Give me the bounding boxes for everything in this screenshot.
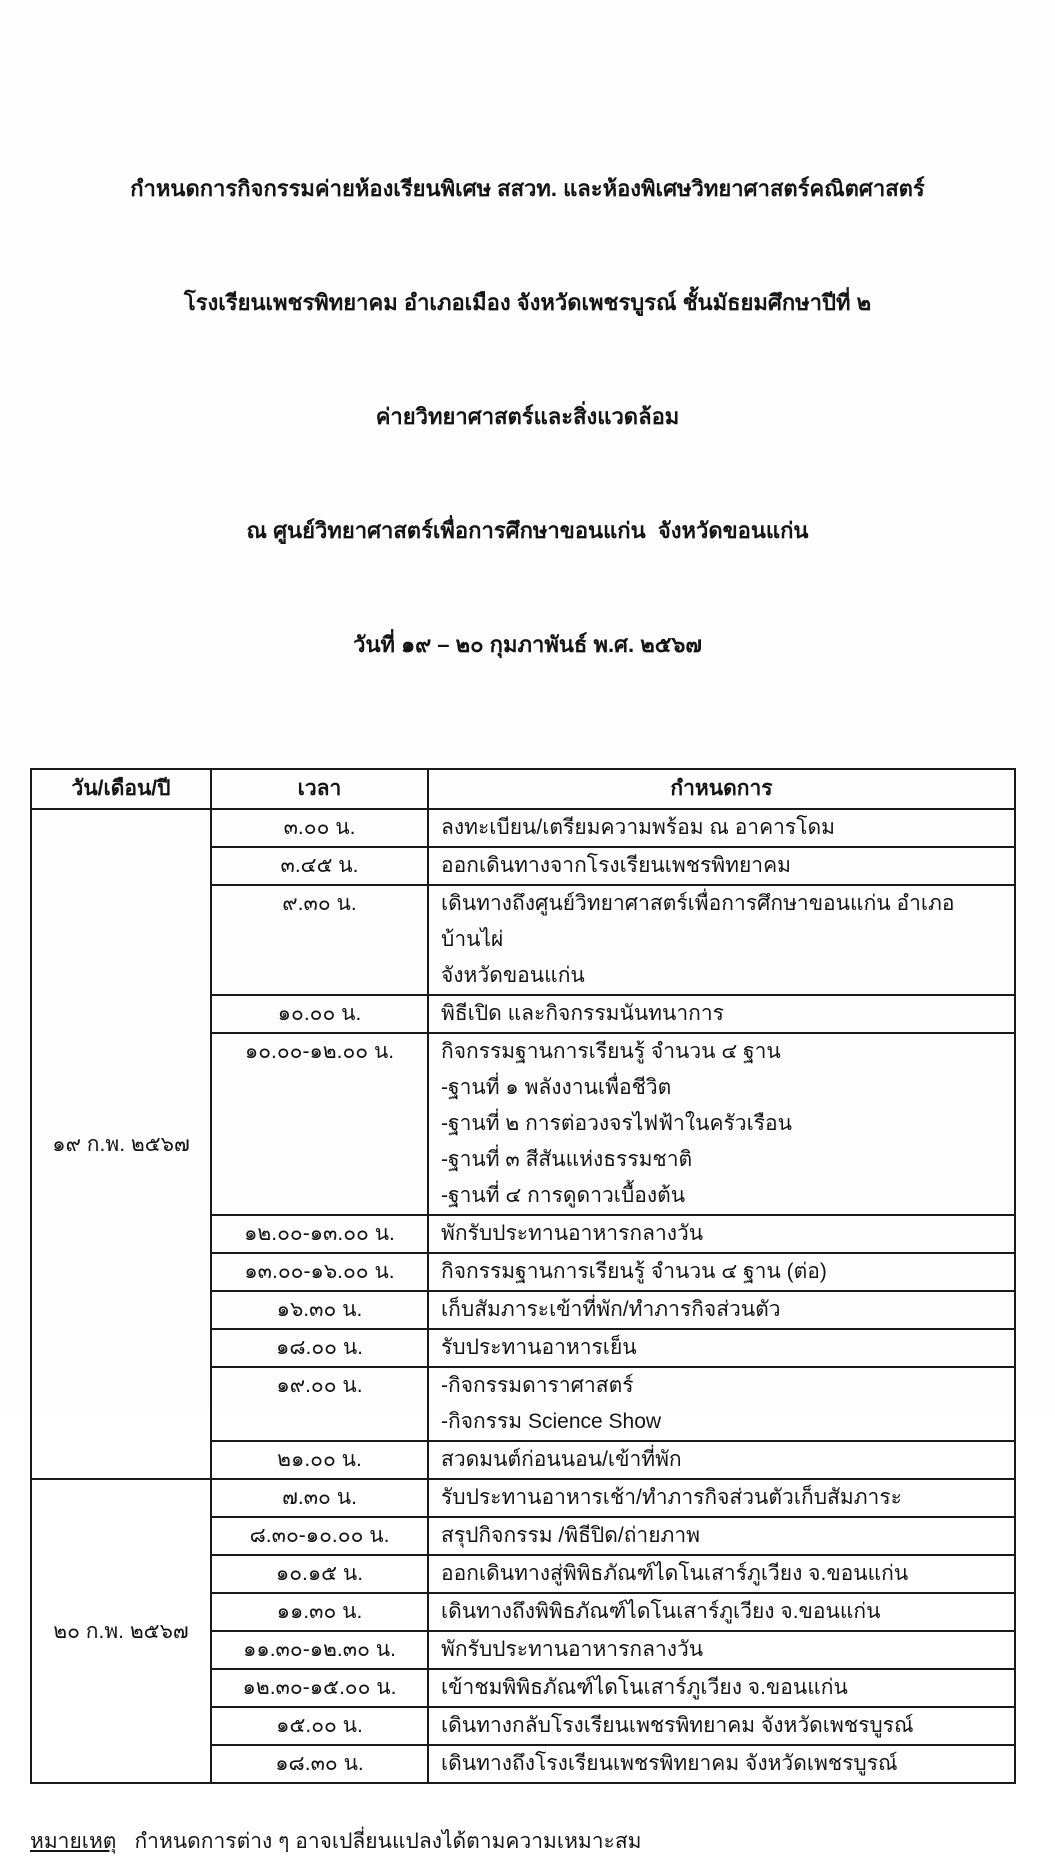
table-row	[31, 809, 1015, 847]
agenda-cell	[428, 1593, 1015, 1631]
agenda-line: รับประทานอาหารเช้า/ทำภารกิจส่วนตัวเก็บสัมภาระ	[441, 1486, 902, 1509]
title-line-3: ค่ายวิทยาศาสตร์และสิ่งแวดล้อม	[375, 404, 680, 429]
agenda-cell	[428, 1253, 1015, 1291]
agenda-cell	[428, 1291, 1015, 1329]
title-line-5: วันที่ ๑๙ – ๒๐ กุมภาพันธ์ พ.ศ. ๒๕๖๗	[353, 632, 702, 657]
time-cell: ๑๖.๓๐ น.	[211, 1291, 428, 1329]
time-cell: ๑๘.๐๐ น.	[211, 1329, 428, 1367]
agenda-cell	[428, 809, 1015, 847]
schedule-table	[30, 768, 1016, 1784]
agenda-line: พักรับประทานอาหารกลางวัน	[441, 1638, 704, 1661]
agenda-line: ออกเดินทางจากโรงเรียนเพชรพิทยาคม	[441, 854, 791, 877]
agenda-cell	[428, 1669, 1015, 1707]
agenda-line: กิจกรรมฐานการเรียนรู้ จำนวน ๔ ฐาน	[441, 1040, 781, 1063]
agenda-line: -ฐานที่ ๓ สีสันแห่งธรรมชาติ	[441, 1148, 693, 1171]
agenda-line: กิจกรรมฐานการเรียนรู้ จำนวน ๔ ฐาน (ต่อ)	[441, 1260, 827, 1283]
header-time-column: เวลา	[211, 769, 428, 809]
agenda-line: ออกเดินทางสู่พิพิธภัณฑ์ไดโนเสาร์ภูเวียง จ.ขอนแก่น	[441, 1562, 909, 1585]
agenda-line: พักรับประทานอาหารกลางวัน	[441, 1222, 704, 1245]
agenda-cell	[428, 1215, 1015, 1253]
agenda-cell	[428, 1631, 1015, 1669]
footnote-text: กำหนดการต่าง ๆ อาจเปลี่ยนแปลงได้ตามความเหมาะสม	[134, 1830, 642, 1853]
agenda-line: -กิจกรรม Science Show	[441, 1410, 662, 1433]
date-cell: ๑๙ ก.พ. ๒๕๖๗	[31, 809, 211, 1479]
agenda-cell	[428, 1479, 1015, 1517]
agenda-cell	[428, 995, 1015, 1033]
time-cell: ๑๑.๓๐-๑๒.๓๐ น.	[211, 1631, 428, 1669]
title-line-1: กำหนดการกิจกรรมค่ายห้องเรียนพิเศษ สสวท. และห้องพิเศษวิทยาศาสตร์คณิตศาสตร์	[130, 176, 925, 201]
schedule-table-header	[31, 769, 1015, 809]
title-line-2: โรงเรียนเพชรพิทยาคม อำเภอเมือง จังหวัดเพชรบูรณ์ ชั้นมัธยมศึกษาปีที่ ๒	[183, 290, 872, 315]
agenda-cell	[428, 1033, 1015, 1215]
agenda-line: จังหวัดขอนแก่น	[441, 964, 585, 987]
agenda-cell	[428, 847, 1015, 885]
header-date-column: วัน/เดือน/ปี	[31, 769, 211, 809]
agenda-line: พิธีเปิด และกิจกรรมนันทนาการ	[441, 1002, 724, 1025]
time-cell: ๗.๓๐ น.	[211, 1479, 428, 1517]
agenda-line: เดินทางถึงโรงเรียนเพชรพิทยาคม จังหวัดเพชรบูรณ์	[441, 1752, 898, 1775]
agenda-line: -กิจกรรมดาราศาสตร์	[441, 1374, 634, 1397]
agenda-cell	[428, 885, 1015, 995]
time-cell: ๘.๓๐-๑๐.๐๐ น.	[211, 1517, 428, 1555]
agenda-line: -ฐานที่ ๒ การต่อวงจรไฟฟ้าในครัวเรือน	[441, 1112, 792, 1135]
time-cell: ๓.๐๐ น.	[211, 809, 428, 847]
agenda-line: เดินทางถึงศูนย์วิทยาศาสตร์เพื่อการศึกษาขอนแก่น อำเภอบ้านไผ่	[441, 892, 955, 951]
time-cell: ๑๒.๐๐-๑๓.๐๐ น.	[211, 1215, 428, 1253]
agenda-cell	[428, 1707, 1015, 1745]
title-line-4: ณ ศูนย์วิทยาศาสตร์เพื่อการศึกษาขอนแก่น จังหวัดขอนแก่น	[246, 518, 809, 543]
time-cell: ๑๑.๓๐ น.	[211, 1593, 428, 1631]
agenda-line: ลงทะเบียน/เตรียมความพร้อม ณ อาคารโดม	[441, 816, 835, 839]
table-row	[31, 1479, 1015, 1517]
time-cell: ๒๑.๐๐ น.	[211, 1441, 428, 1479]
time-cell: ๑๐.๐๐ น.	[211, 995, 428, 1033]
agenda-line: เข้าชมพิพิธภัณฑ์ไดโนเสาร์ภูเวียง จ.ขอนแก่น	[441, 1676, 848, 1699]
agenda-line: รับประทานอาหารเย็น	[441, 1336, 637, 1359]
agenda-line: -ฐานที่ ๑ พลังงานเพื่อชีวิต	[441, 1076, 672, 1099]
footnote	[30, 1826, 1055, 1858]
agenda-line: -ฐานที่ ๔ การดูดาวเบื้องต้น	[441, 1184, 686, 1207]
agenda-cell	[428, 1367, 1015, 1441]
agenda-line: เดินทางถึงพิพิธภัณฑ์ไดโนเสาร์ภูเวียง จ.ขอนแก่น	[441, 1600, 881, 1623]
time-cell: ๑๙.๐๐ น.	[211, 1367, 428, 1441]
agenda-line: เก็บสัมภาระเข้าที่พัก/ทำภารกิจส่วนตัว	[441, 1298, 781, 1321]
header-agenda-column: กำหนดการ	[428, 769, 1015, 809]
agenda-cell	[428, 1517, 1015, 1555]
time-cell: ๑๐.๐๐-๑๒.๐๐ น.	[211, 1033, 428, 1215]
date-cell: ๒๐ ก.พ. ๒๕๖๗	[31, 1479, 211, 1783]
time-cell: ๙.๓๐ น.	[211, 885, 428, 995]
time-cell: ๑๓.๐๐-๑๖.๐๐ น.	[211, 1253, 428, 1291]
time-cell: ๓.๔๕ น.	[211, 847, 428, 885]
header-row	[31, 769, 1015, 809]
agenda-cell	[428, 1329, 1015, 1367]
document-title-block	[0, 0, 1055, 740]
footnote-label: หมายเหตุ	[30, 1830, 117, 1853]
agenda-cell	[428, 1441, 1015, 1479]
agenda-line: สวดมนต์ก่อนนอน/เข้าที่พัก	[441, 1448, 682, 1471]
agenda-cell	[428, 1555, 1015, 1593]
time-cell: ๑๒.๓๐-๑๕.๐๐ น.	[211, 1669, 428, 1707]
time-cell: ๑๐.๑๕ น.	[211, 1555, 428, 1593]
agenda-line: เดินทางกลับโรงเรียนเพชรพิทยาคม จังหวัดเพชรบูรณ์	[441, 1714, 914, 1737]
agenda-line: สรุปกิจกรรม /พิธีปิด/ถ่ายภาพ	[441, 1524, 700, 1547]
schedule-table-body	[31, 809, 1015, 1783]
agenda-cell	[428, 1745, 1015, 1783]
time-cell: ๑๘.๓๐ น.	[211, 1745, 428, 1783]
time-cell: ๑๕.๐๐ น.	[211, 1707, 428, 1745]
